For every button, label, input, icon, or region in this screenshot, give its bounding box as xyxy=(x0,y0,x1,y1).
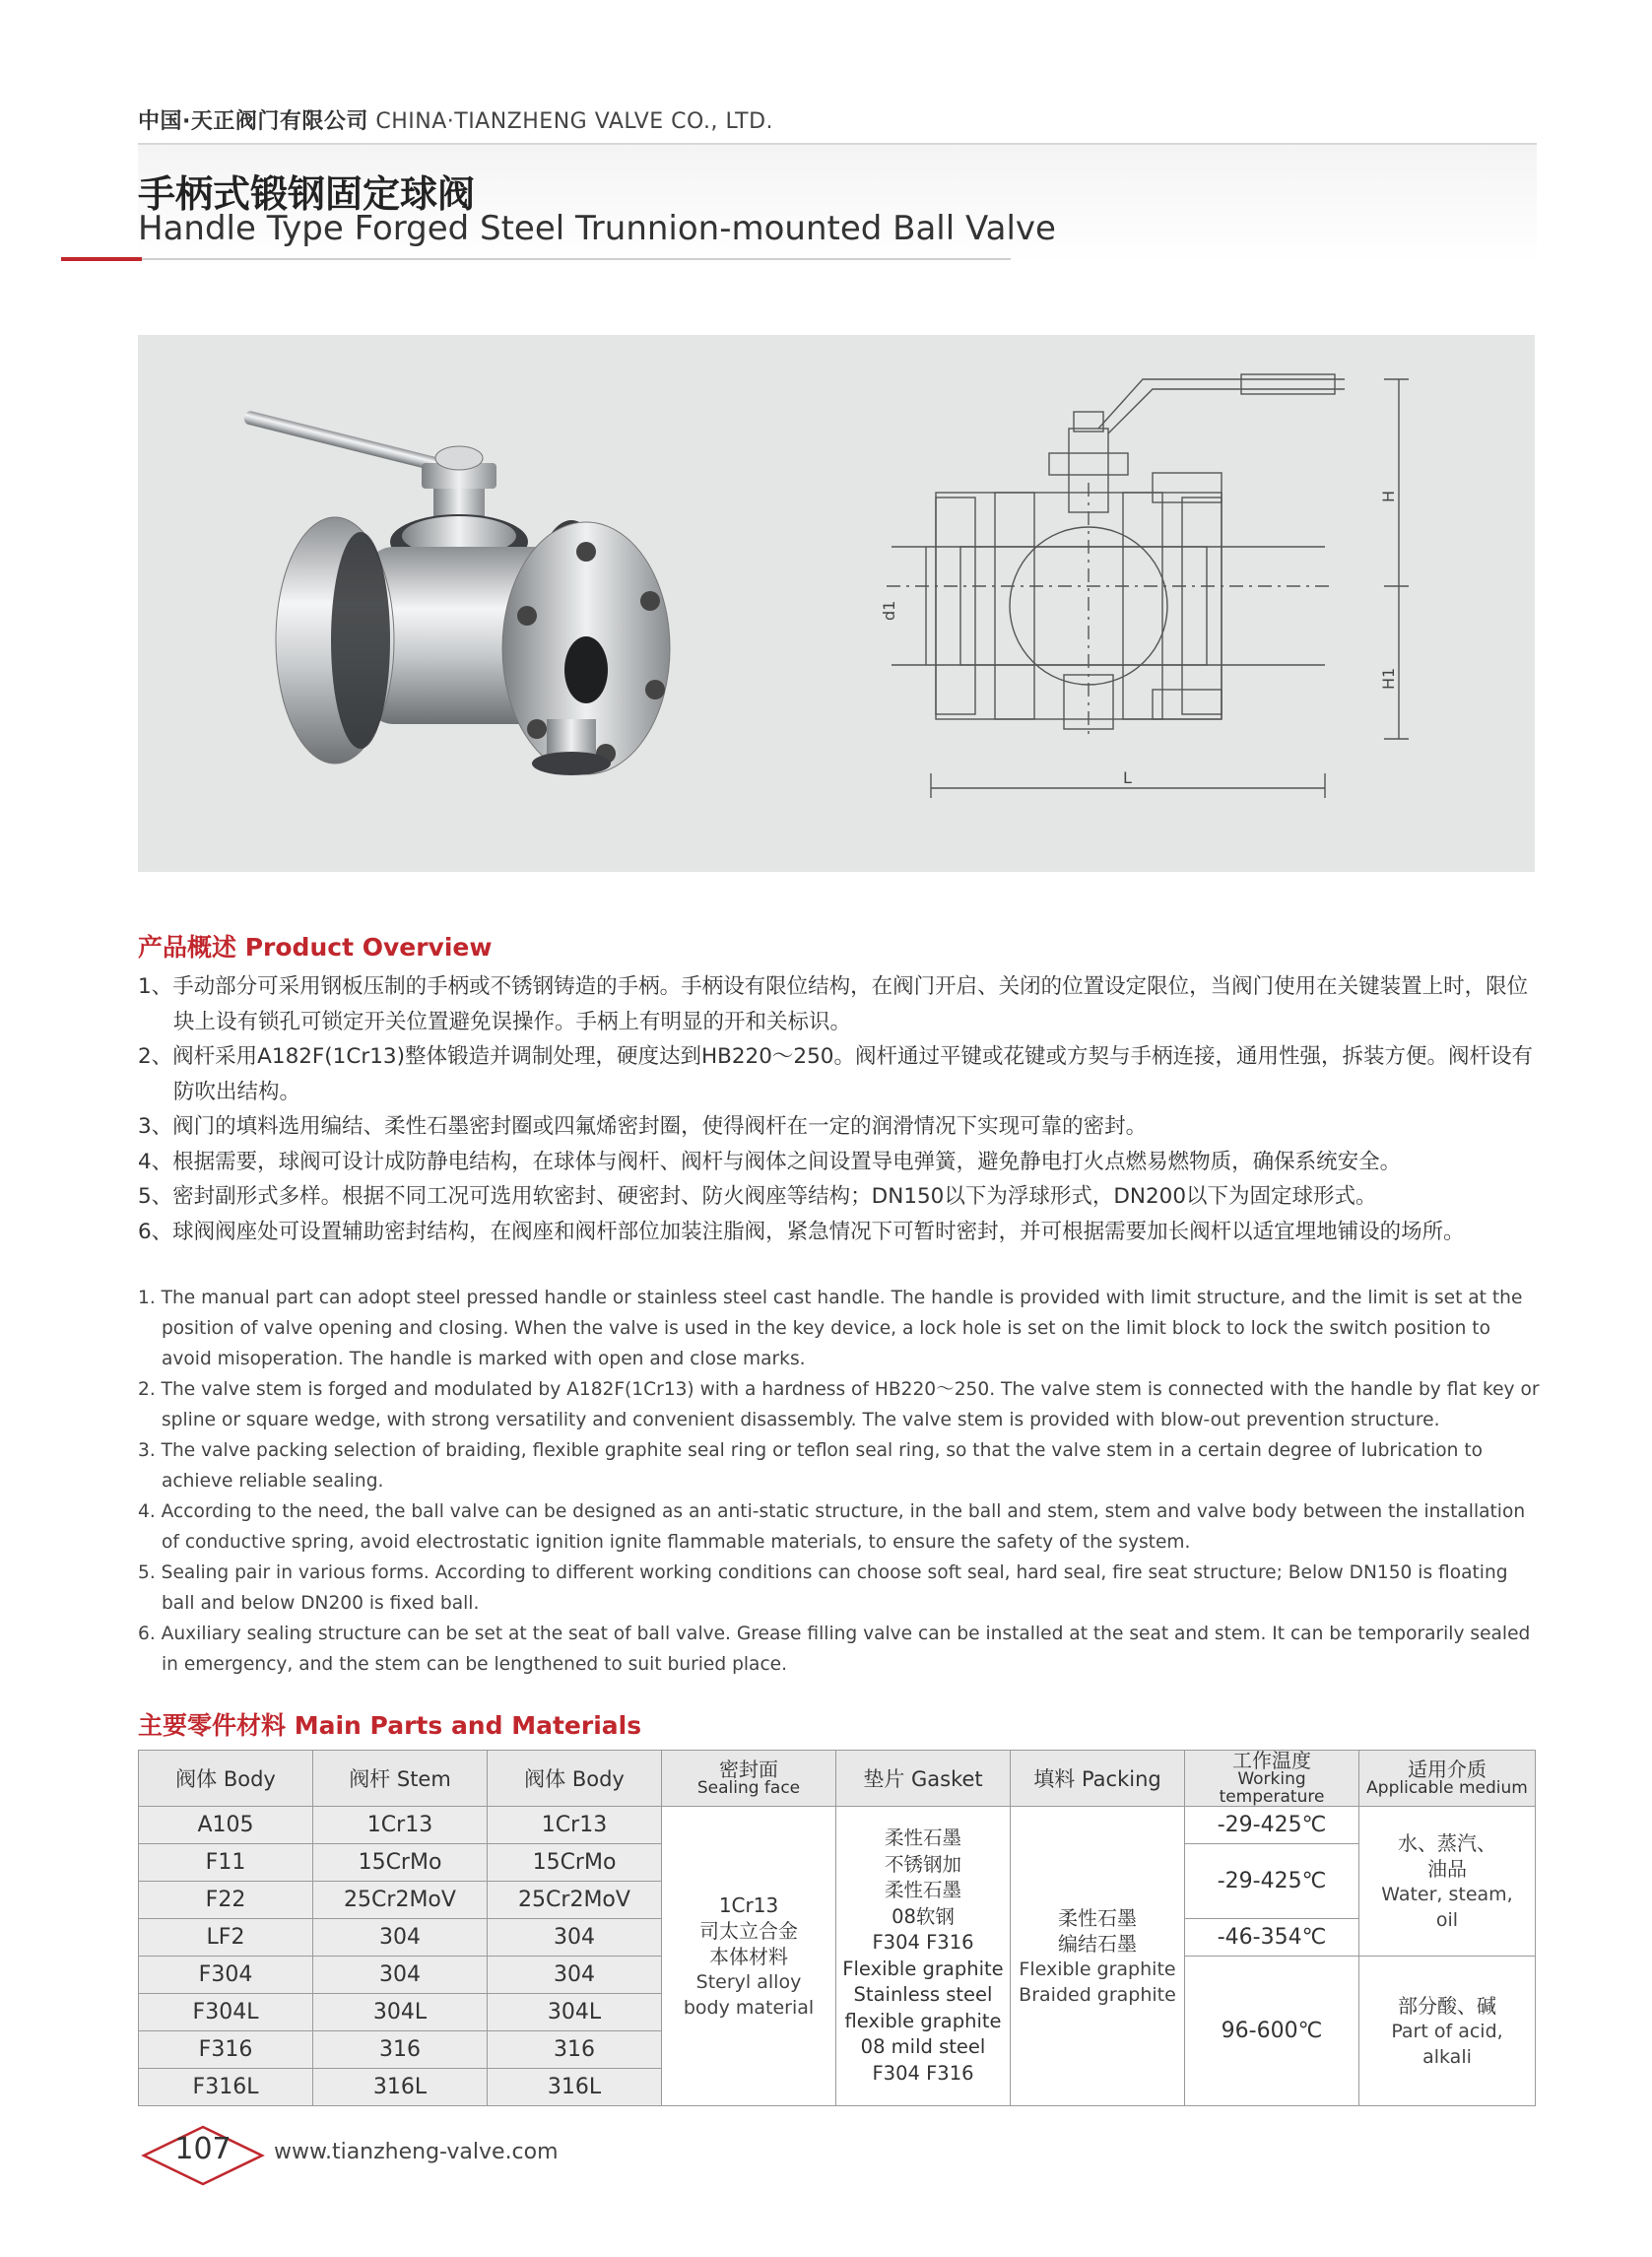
cell-body: F304 xyxy=(139,1957,313,1994)
cell-body-2: 15CrMo xyxy=(488,1844,662,1882)
cell-stem: 304L xyxy=(313,1994,488,2031)
overview-item-cn-2: 2、阀杆采用A182F(1Cr13)整体锻造并调制处理，硬度达到HB220～250。阀杆通过平键或花键或方契与手柄连接，通用性强，拆装方便。阀杆设有防吹出结构。 xyxy=(138,1044,1533,1104)
materials-heading-cn: 主要零件材料 xyxy=(138,1711,287,1740)
page-title-en: Handle Type Forged Steel Trunnion-mounted Ball Valve xyxy=(138,209,1056,248)
cell-temp-2: -29-425℃ xyxy=(1185,1844,1359,1919)
cell-body: F304L xyxy=(139,1994,313,2031)
cell-body: F22 xyxy=(139,1882,313,1919)
overview-item-en-2: 2. The valve stem is forged and modulated by A182F(1Cr13) with a hardness of HB220～250. The valve stem is connected with the handle by flat key or spline or square wedge, with strong versatility and convenient disassembly. The valve stem is provided with blow-out prevention structure. xyxy=(138,1379,1540,1430)
packing-line-4: Braided graphite xyxy=(1019,1983,1176,2006)
cell-body-2: 304 xyxy=(488,1919,662,1957)
sealing-en-2: body material xyxy=(683,1996,815,2019)
sealing-cn-2: 司太立合金 xyxy=(699,1918,798,1943)
cell-gasket xyxy=(836,1807,1011,2106)
page-number: 107 xyxy=(174,2132,231,2166)
materials-heading xyxy=(138,1706,641,1742)
valve-drawing xyxy=(887,374,1409,798)
cell-packing xyxy=(1011,1807,1185,2106)
header-body: 阀体 Body xyxy=(139,1751,313,1807)
header-body-2: 阀体 Body xyxy=(488,1751,662,1807)
gasket-line-1: 柔性石墨 xyxy=(884,1826,961,1849)
gasket-line-3: 柔性石墨 xyxy=(884,1879,961,1901)
overview-item-cn-4: 4、根据需要，球阀可设计成防静电结构，在球体与阀杆、阀杆与阀体之间设置导电弹簧，避免静电打火点燃易燃物质，确保系统安全。 xyxy=(138,1149,1402,1174)
header-sealing-en: Sealing face xyxy=(696,1778,801,1798)
overview-heading xyxy=(138,928,492,963)
cell-body: F11 xyxy=(139,1844,313,1882)
materials-heading-en: Main Parts and Materials xyxy=(294,1711,642,1740)
overview-item-cn-6: 6、球阀阀座处可设置辅助密封结构，在阀座和阀杆部位加装注脂阀，紧急情况下可暂时密封，并可根据需要加长阀杆以适宜埋地铺设的场所。 xyxy=(138,1219,1465,1244)
cell-stem: 25Cr2MoV xyxy=(313,1882,488,1919)
gasket-line-7: Stainless steel xyxy=(853,1983,993,2006)
overview-item-cn-1: 1、手动部分可采用钢板压制的手柄或不锈钢铸造的手柄。手柄设有限位结构，在阀门开启、关闭的位置设定限位，当阀门使用在关键装置上时，限位块上设有锁孔可锁定开关位置避免误操作。手柄上有明显的开和关标识。 xyxy=(138,974,1529,1034)
cell-stem: 304 xyxy=(313,1957,488,1994)
gasket-line-10: F304 F316 xyxy=(872,2061,974,2085)
overview-item-en-5: 5. Sealing pair in various forms. According to different working conditions can choose soft seal, hard seal, fire seat structure; Below DN150 is floating ball and below DN200 is fixed ball. xyxy=(138,1562,1508,1614)
cell-body: A105 xyxy=(139,1807,313,1844)
cell-body-2: 316L xyxy=(488,2069,662,2106)
gasket-line-8: flexible graphite xyxy=(844,2009,1002,2032)
dim-label-d1: d1 xyxy=(880,600,898,621)
company-name-en: CHINA·TIANZHENG VALVE CO., LTD. xyxy=(375,109,774,134)
gasket-line-4: 08软钢 xyxy=(892,1904,955,1928)
header-medium xyxy=(1359,1751,1536,1807)
website-url[interactable]: www.tianzheng-valve.com xyxy=(274,2140,559,2164)
valve-photo xyxy=(243,410,670,775)
gasket-line-6: Flexible graphite xyxy=(842,1957,1004,1980)
cell-body: F316L xyxy=(139,2069,313,2106)
cell-body-2: 316 xyxy=(488,2031,662,2069)
packing-line-3: Flexible graphite xyxy=(1019,1958,1176,1980)
medium1-line-3: Water, steam, xyxy=(1381,1883,1513,1905)
overview-item-en-3: 3. The valve packing selection of braiding, flexible graphite seal ring or teflon seal ring, so that the valve stem in a certain degree of lubrication to achieve reliable sealing. xyxy=(138,1440,1484,1492)
header-temp-en: Working temperature xyxy=(1219,1769,1325,1807)
cell-stem: 15CrMo xyxy=(313,1844,488,1882)
sealing-en-1: Steryl alloy xyxy=(695,1970,802,1993)
header-medium-cn: 适用介质 xyxy=(1408,1758,1487,1781)
cell-sealing-face xyxy=(662,1807,836,2106)
overview-item-cn-5: 5、密封副形式多样。根据不同工况可选用软密封、硬密封、防火阀座等结构；DN150以下为浮球形式，DN200以下为固定球形式。 xyxy=(138,1184,1377,1209)
medium2-line-2: Part of acid, xyxy=(1391,2020,1503,2042)
header-medium-en: Applicable medium xyxy=(1366,1778,1528,1798)
overview-item-en-6: 6. Auxiliary sealing structure can be set at the seat of ball valve. Grease filling valve can be installed at the seat and stem. It can be temporarily sealed in emergency, and the stem can be lengthened to suit buried place. xyxy=(138,1624,1531,1675)
overview-list-en xyxy=(138,1283,1542,1680)
medium1-line-4: oil xyxy=(1435,1908,1459,1931)
cell-body: F316 xyxy=(139,2031,313,2069)
cell-stem: 304 xyxy=(313,1919,488,1957)
cell-stem: 316L xyxy=(313,2069,488,2106)
company-name xyxy=(138,104,773,135)
header-packing: 填料 Packing xyxy=(1011,1751,1185,1807)
packing-line-1: 柔性石墨 xyxy=(1058,1905,1137,1930)
table-header-row xyxy=(139,1751,1536,1807)
cell-stem: 316 xyxy=(313,2031,488,2069)
cell-temp-4: 96-600℃ xyxy=(1185,1957,1359,2106)
table-row xyxy=(139,1807,1536,1844)
cell-body-2: 304 xyxy=(488,1957,662,1994)
header-temp-cn: 工作温度 xyxy=(1232,1749,1311,1772)
cell-temp-3: -46-354℃ xyxy=(1185,1919,1359,1957)
materials-table xyxy=(138,1750,1536,2106)
overview-item-cn-3: 3、阀门的填料选用编结、柔性石墨密封圈或四氟烯密封圈，使得阀杆在一定的润滑情况下实现可靠的密封。 xyxy=(138,1114,1148,1139)
header-sealing-face xyxy=(662,1751,836,1807)
cell-temp-1: -29-425℃ xyxy=(1185,1807,1359,1844)
cell-body-2: 304L xyxy=(488,1994,662,2031)
packing-line-2: 编结石墨 xyxy=(1058,1931,1137,1956)
header-stem: 阀杆 Stem xyxy=(313,1751,488,1807)
gasket-line-5: F304 F316 xyxy=(872,1931,974,1954)
cell-medium-2 xyxy=(1359,1957,1536,2106)
title-underline xyxy=(61,258,1011,260)
cell-body-2: 25Cr2MoV xyxy=(488,1882,662,1919)
medium1-line-1: 水、蒸汽、 xyxy=(1398,1830,1496,1855)
title-accent-bar xyxy=(61,257,142,261)
medium1-line-2: 油品 xyxy=(1427,1856,1467,1881)
cell-body-2: 1Cr13 xyxy=(488,1807,662,1844)
sealing-cn-1: 1Cr13 xyxy=(718,1892,779,1917)
dim-label-h: H xyxy=(1379,490,1398,502)
medium2-line-1: 部分酸、碱 xyxy=(1398,1993,1496,2018)
cell-medium-1 xyxy=(1359,1807,1536,1957)
dim-label-l: L xyxy=(1123,768,1132,787)
medium2-line-3: alkali xyxy=(1422,2045,1472,2068)
header-gasket: 垫片 Gasket xyxy=(836,1751,1011,1807)
overview-heading-cn: 产品概述 xyxy=(138,933,237,962)
gasket-line-2: 不锈钢加 xyxy=(884,1852,961,1876)
overview-item-en-1: 1. The manual part can adopt steel pressed handle or stainless steel cast handle. The handle is provided with limit structure, and the limit is set at the position of valve opening and closing. When the valve is used in the key device, a lock hole is set on the limit block to lock the switch position to avoid misoperation. The handle is marked with open and close marks. xyxy=(138,1288,1523,1369)
overview-item-en-4: 4. According to the need, the ball valve can be designed as an anti-static structure, in the ball and stem, stem and valve body between the installation of conductive spring, avoid electrostatic ignition ignite flammable materials, to ensure the safety of the system. xyxy=(138,1501,1526,1553)
company-name-cn: 中国·天正阀门有限公司 xyxy=(138,109,368,134)
sealing-cn-3: 本体材料 xyxy=(709,1944,788,1968)
page-title-cn: 手柄式锻钢固定球阀 xyxy=(138,172,476,216)
header-temperature xyxy=(1185,1751,1359,1807)
dim-label-h1: H1 xyxy=(1379,667,1398,690)
cell-stem: 1Cr13 xyxy=(313,1807,488,1844)
cell-body: LF2 xyxy=(139,1919,313,1957)
overview-list-cn xyxy=(138,969,1542,1249)
gasket-line-9: 08 mild steel xyxy=(860,2035,986,2058)
product-figure-svg xyxy=(138,335,1535,872)
overview-heading-en: Product Overview xyxy=(244,933,493,962)
product-figure xyxy=(138,335,1535,872)
header-sealing-cn: 密封面 xyxy=(719,1758,778,1781)
